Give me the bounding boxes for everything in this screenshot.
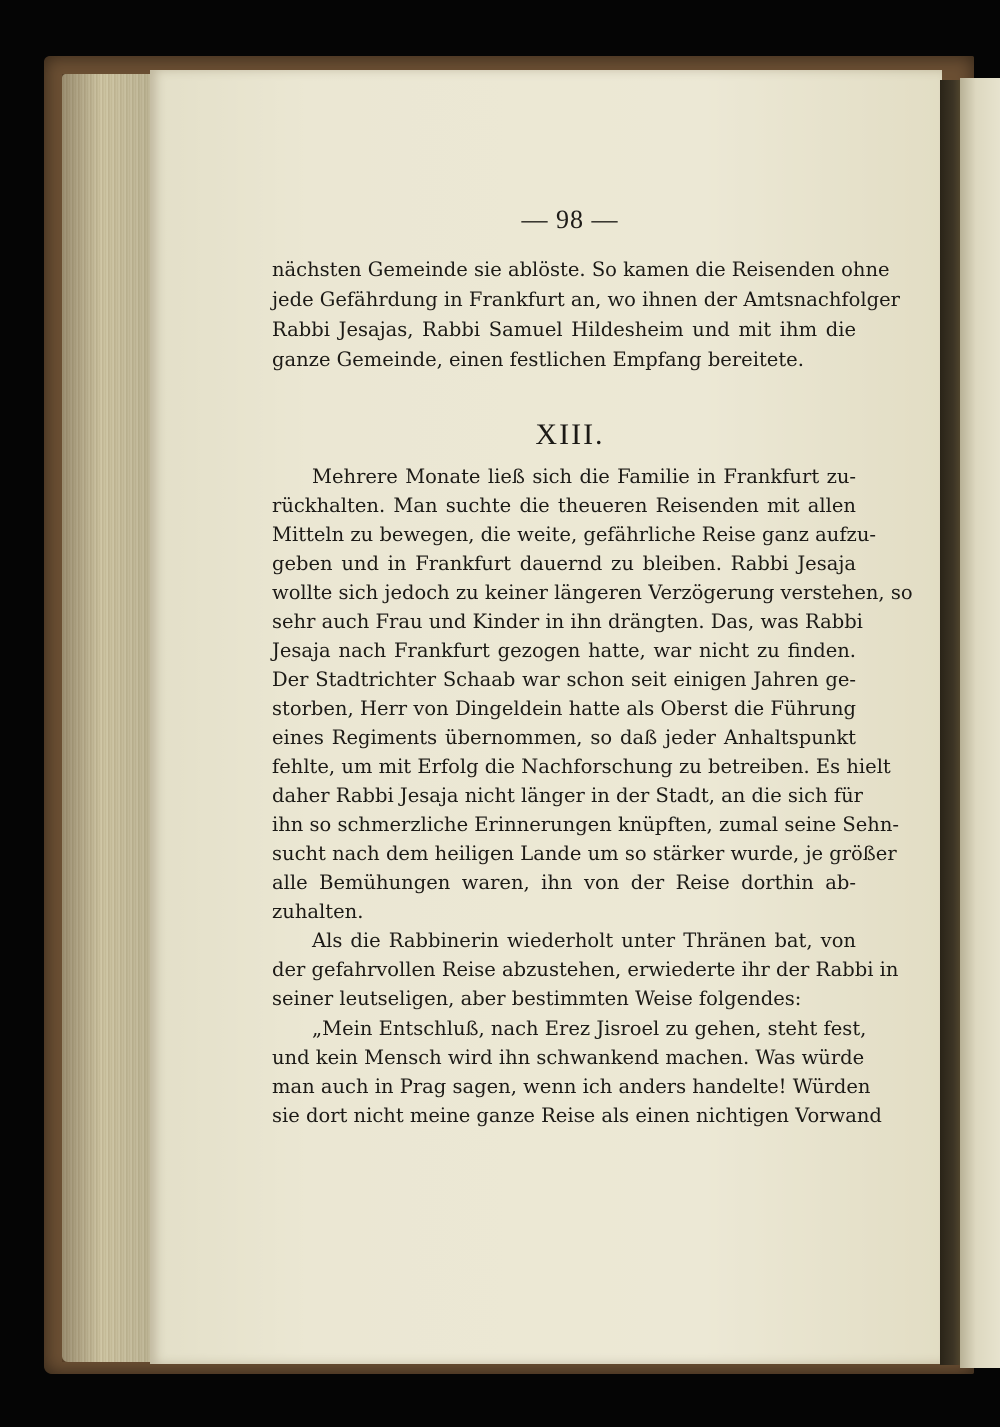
text-line: und kein Mensch wird ihn schwankend machen. Was würde bbox=[272, 1046, 865, 1069]
text-line: sie dort nicht meine ganze Reise als einen nichtigen Vorwand bbox=[272, 1104, 882, 1127]
text-line: Rabbi Jesajas, Rabbi Samuel Hildesheim und mit ihm die bbox=[272, 318, 856, 341]
text-line: alle Bemühungen waren, ihn von der Reise dorthin ab- bbox=[272, 871, 856, 894]
facing-page-edge bbox=[960, 78, 1000, 1368]
text-line: jede Gefährdung in Frankfurt an, wo ihnen der Amtsnachfolger bbox=[272, 288, 900, 311]
page-stack-edges bbox=[62, 74, 162, 1362]
text-line: Mehrere Monate ließ sich die Familie in Frankfurt zu- bbox=[312, 465, 856, 488]
text-line: Der Stadtrichter Schaab war schon seit einigen Jahren ge- bbox=[272, 668, 856, 691]
text-line: wollte sich jedoch zu keiner längeren Verzögerung verstehen, so bbox=[272, 581, 913, 604]
text-line: fehlte, um mit Erfolg die Nachforschung zu betreiben. Es hielt bbox=[272, 755, 891, 778]
text-line: Jesaja nach Frankfurt gezogen hatte, war nicht zu finden. bbox=[272, 639, 856, 662]
text-line: eines Regiments übernommen, so daß jeder Anhaltspunkt bbox=[272, 726, 856, 749]
text-line: „Mein Entschluß, nach Erez Jisroel zu gehen, steht fest, bbox=[312, 1017, 867, 1040]
page-number: — 98 — bbox=[521, 205, 619, 234]
text-line: ganze Gemeinde, einen festlichen Empfang bereitete. bbox=[272, 348, 804, 371]
text-line: rückhalten. Man suchte die theueren Reisenden mit allen bbox=[272, 494, 856, 517]
text-line: storben, Herr von Dingeldein hatte als Oberst die Führung bbox=[272, 697, 856, 720]
text-line: sucht nach dem heiligen Lande um so stärker wurde, je größer bbox=[272, 842, 897, 865]
text-line: der gefahrvollen Reise abzustehen, erwiederte ihr der Rabbi in bbox=[272, 958, 899, 981]
text-line: seiner leutseligen, aber bestimmten Weise folgendes: bbox=[272, 987, 802, 1010]
chapter-heading: XIII. bbox=[535, 418, 605, 451]
text-line: Mitteln zu bewegen, die weite, gefährliche Reise ganz aufzu- bbox=[272, 523, 876, 546]
text-line: sehr auch Frau und Kinder in ihn drängten. Das, was Rabbi bbox=[272, 610, 863, 633]
text-line: nächsten Gemeinde sie ablöste. So kamen die Reisenden ohne bbox=[272, 258, 890, 281]
book-gutter bbox=[940, 80, 962, 1365]
text-line: ihn so schmerzliche Erinnerungen knüpften, zumal seine Sehn- bbox=[272, 813, 900, 836]
text-line: zuhalten. bbox=[272, 900, 364, 923]
text-line: Als die Rabbinerin wiederholt unter Thränen bat, von bbox=[312, 929, 856, 952]
text-line: man auch in Prag sagen, wenn ich anders handelte! Würden bbox=[272, 1075, 871, 1098]
text-line: geben und in Frankfurt dauernd zu bleiben. Rabbi Jesaja bbox=[272, 552, 856, 575]
text-line: daher Rabbi Jesaja nicht länger in der Stadt, an die sich für bbox=[272, 784, 863, 807]
